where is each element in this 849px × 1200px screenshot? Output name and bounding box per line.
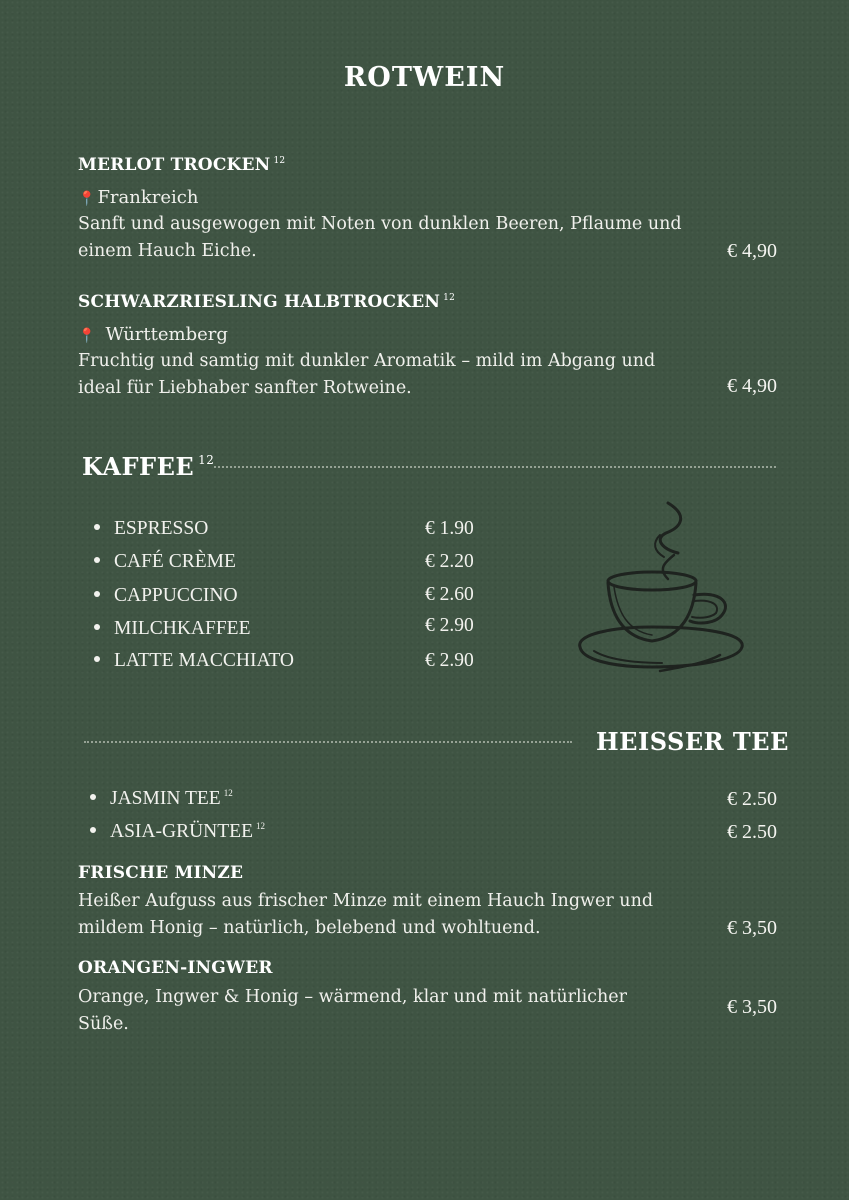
wine-name-merlot — [78, 155, 285, 175]
item-name: ASIA-GRÜNTEE — [110, 821, 253, 842]
wine-name-text: SCHWARZRIESLING HALBTROCKEN — [78, 292, 441, 312]
bullet-icon — [94, 591, 100, 597]
origin-text: Württemberg — [105, 324, 228, 345]
item-price: € 2.50 — [727, 821, 777, 843]
bullet-icon — [94, 656, 100, 662]
desc-line: Süße. — [78, 1014, 129, 1034]
wine-description-merlot — [78, 211, 718, 265]
allergen-note: 12 — [273, 156, 286, 166]
location-pin-icon: 📍 — [78, 191, 96, 207]
page-title: ROTWEIN — [343, 62, 506, 93]
list-item — [90, 821, 265, 843]
desc-line: Fruchtig und samtig mit dunkler Aromatik – mild im Abgang und — [78, 351, 656, 371]
item-price: € 2.50 — [727, 788, 777, 810]
price-schwarzriesling: € 4,90 — [727, 375, 777, 397]
desc-line: Heißer Aufguss aus frischer Minze mit einem Hauch Ingwer und — [78, 891, 654, 911]
price-minze: € 3,50 — [727, 917, 777, 939]
bullet-icon — [90, 794, 96, 800]
coffee-cup-icon — [570, 495, 750, 680]
section-heading-tee: HEISSER TEE — [596, 727, 789, 756]
item-name: JASMIN TEE — [110, 788, 221, 809]
desc-line: Orange, Ingwer & Honig – wärmend, klar und mit natürlicher — [78, 987, 627, 1007]
wine-name-text: MERLOT TROCKEN — [78, 155, 271, 175]
price-orangen-ingwer: € 3,50 — [727, 996, 777, 1018]
section-title: KAFFEE — [82, 452, 195, 481]
allergen-note: 12 — [255, 821, 265, 831]
list-item — [94, 618, 251, 640]
item-name: ESPRESSO — [114, 518, 209, 539]
origin-text: Frankreich — [97, 187, 199, 208]
item-price: € 2.90 — [425, 615, 474, 636]
allergen-note: 12 — [223, 788, 233, 798]
item-price: € 2.60 — [425, 584, 474, 605]
wine-origin-merlot — [78, 184, 198, 213]
item-name: MILCHKAFFEE — [114, 618, 251, 639]
wine-origin-schwarzriesling — [78, 321, 228, 350]
location-pin-icon: 📍 — [78, 328, 96, 344]
dotted-divider — [214, 466, 776, 468]
allergen-note: 12 — [443, 293, 456, 303]
price-merlot: € 4,90 — [727, 240, 777, 262]
list-item — [94, 518, 208, 540]
item-name: CAFÉ CRÈME — [114, 551, 236, 572]
list-item — [94, 551, 236, 573]
bullet-icon — [90, 827, 96, 833]
tea-name-orangen-ingwer: ORANGEN-INGWER — [78, 958, 273, 978]
list-item — [94, 650, 294, 672]
section-heading-kaffee — [82, 452, 214, 481]
item-name: CAPPUCCINO — [114, 585, 238, 606]
bullet-icon — [94, 524, 100, 530]
dotted-divider — [84, 741, 572, 743]
desc-line: mildem Honig – natürlich, belebend und wohltuend. — [78, 918, 541, 938]
tea-name-minze: FRISCHE MINZE — [78, 863, 244, 883]
desc-line: Sanft und ausgewogen mit Noten von dunklen Beeren, Pflaume und — [78, 214, 682, 234]
list-item — [90, 788, 233, 810]
item-price: € 2.20 — [425, 551, 474, 572]
item-name: LATTE MACCHIATO — [114, 650, 295, 671]
desc-line: einem Hauch Eiche. — [78, 241, 257, 261]
list-item — [94, 585, 238, 607]
allergen-note: 12 — [198, 453, 215, 467]
bullet-icon — [94, 557, 100, 563]
item-price: € 1.90 — [425, 518, 474, 539]
wine-description-schwarzriesling — [78, 348, 718, 402]
desc-line: ideal für Liebhaber sanfter Rotweine. — [78, 378, 412, 398]
tea-description-orangen-ingwer — [78, 984, 718, 1038]
item-price: € 2.90 — [425, 650, 474, 671]
bullet-icon — [94, 624, 100, 630]
tea-description-minze — [78, 888, 718, 942]
wine-name-schwarzriesling — [78, 292, 455, 312]
